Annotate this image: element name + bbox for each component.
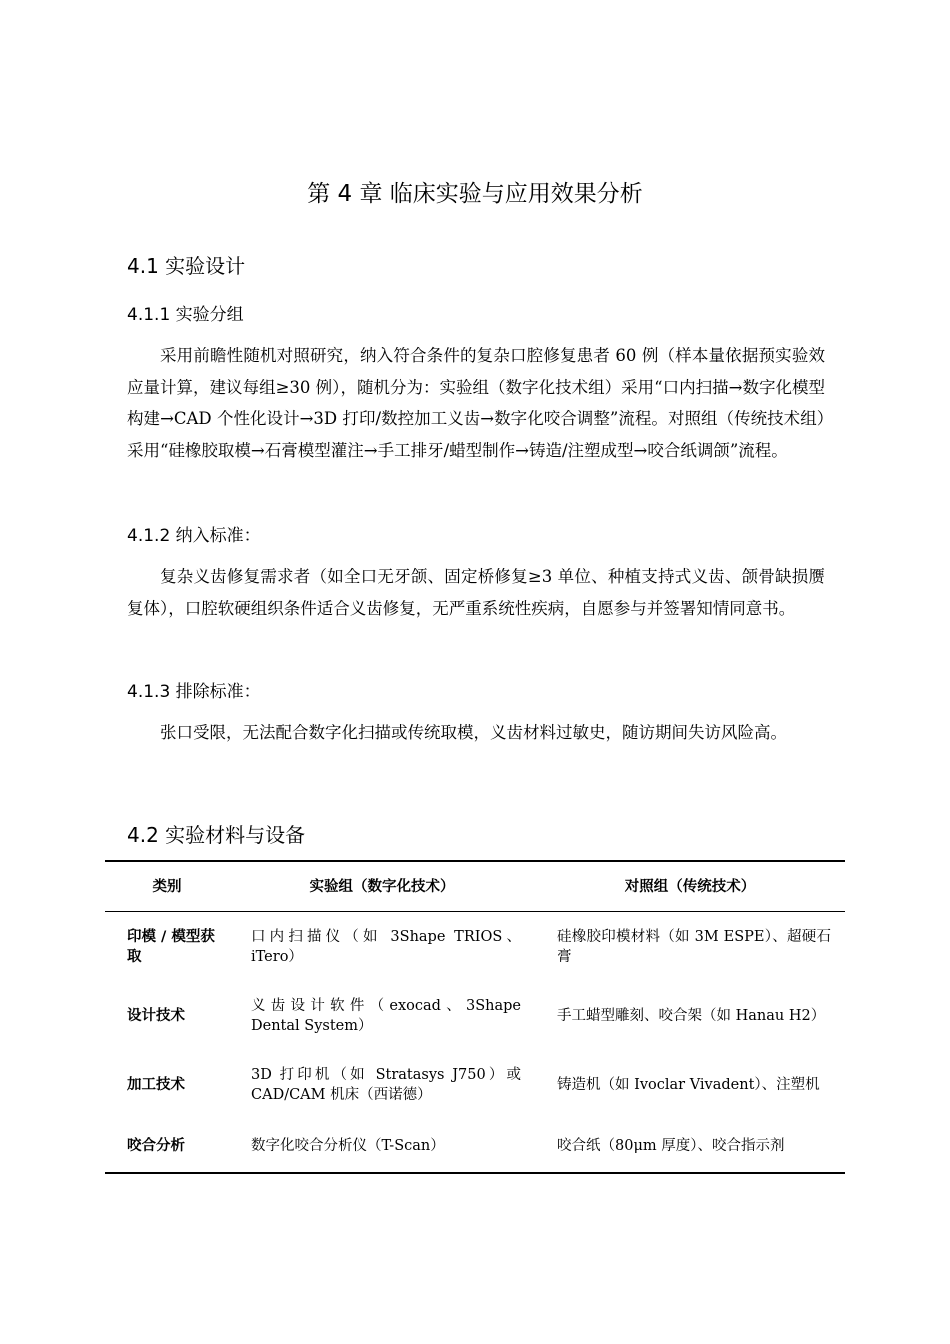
paragraph-inclusion-criteria: 复杂义齿修复需求者（如全口无牙颌、固定桥修复≥3 单位、种植支持式义齿、颌骨缺损赝复体），口腔软硬组织条件适合义齿修复，无严重系统性疾病，自愿参与并签署知情同意书。 — [127, 567, 825, 618]
section-heading-4-2: 4.2 实验材料与设备 — [127, 823, 306, 847]
subsection-heading-4-1-2: 4.1.2 纳入标准： — [127, 526, 261, 546]
table-cell-experimental: 3D 打印机（如 Stratasys J750）或 CAD/CAM 机床（西诺德） — [251, 1067, 521, 1103]
subsection-heading-4-1-1: 4.1.1 实验分组 — [127, 305, 244, 325]
section-heading-4-1: 4.1 实验设计 — [127, 254, 246, 278]
table-header-row — [105, 861, 845, 912]
table-cell-control: 手工蜡型雕刻、咬合架（如 Hanau H2） — [557, 1008, 826, 1024]
table-cell-category: 咬合分析 — [127, 1138, 185, 1154]
table-cell-category: 加工技术 — [127, 1077, 185, 1093]
table-header-cell: 实验组（数字化技术） — [229, 861, 535, 912]
table-header-cell: 对照组（传统技术） — [535, 861, 845, 912]
table-cell-experimental: 义齿设计软件（exocad、3Shape Dental System） — [251, 998, 521, 1034]
paragraph-exclusion-criteria: 张口受限，无法配合数字化扫描或传统取模，义齿材料过敏史，随访期间失访风险高。 — [160, 723, 787, 742]
table-row — [105, 982, 845, 1050]
table-row — [105, 912, 845, 983]
materials-equipment-table — [105, 860, 845, 1174]
table-cell-category: 印模 / 模型获取 — [127, 929, 215, 965]
table-cell-experimental: 数字化咬合分析仪（T-Scan） — [251, 1138, 445, 1154]
table-cell-control: 硅橡胶印模材料（如 3M ESPE）、超硬石膏 — [557, 929, 831, 965]
table-header-cell: 类别 — [105, 861, 229, 912]
table-cell-control: 铸造机（如 Ivoclar Vivadent）、注塑机 — [557, 1077, 820, 1093]
subsection-heading-4-1-3: 4.1.3 排除标准： — [127, 682, 261, 702]
table-row — [105, 1050, 845, 1120]
table-cell-category: 设计技术 — [127, 1008, 185, 1024]
paragraph-grouping: 采用前瞻性随机对照研究，纳入符合条件的复杂口腔修复患者 60 例（样本量依据预实验效应量计算，建议每组≥30 例），随机分为：实验组（数字化技术组）采用“口内扫描→数字化模型构建→CAD 个性化设计→3D 打印/数控加工义齿→数字化咬合调整”流程。对照组（传统技术组）采用“硅橡胶取模→石膏模型灌注→手工排牙/蜡型制作→铸造/注塑成型→咬合纸调颌”流程。 — [127, 346, 825, 460]
chapter-title: 第 4 章 临床实验与应用效果分析 — [307, 181, 643, 207]
table-cell-control: 咬合纸（80μm 厚度）、咬合指示剂 — [557, 1138, 785, 1154]
table-row — [105, 1120, 845, 1173]
table-cell-experimental: 口内扫描仪（如 3Shape TRIOS、iTero） — [251, 929, 521, 965]
